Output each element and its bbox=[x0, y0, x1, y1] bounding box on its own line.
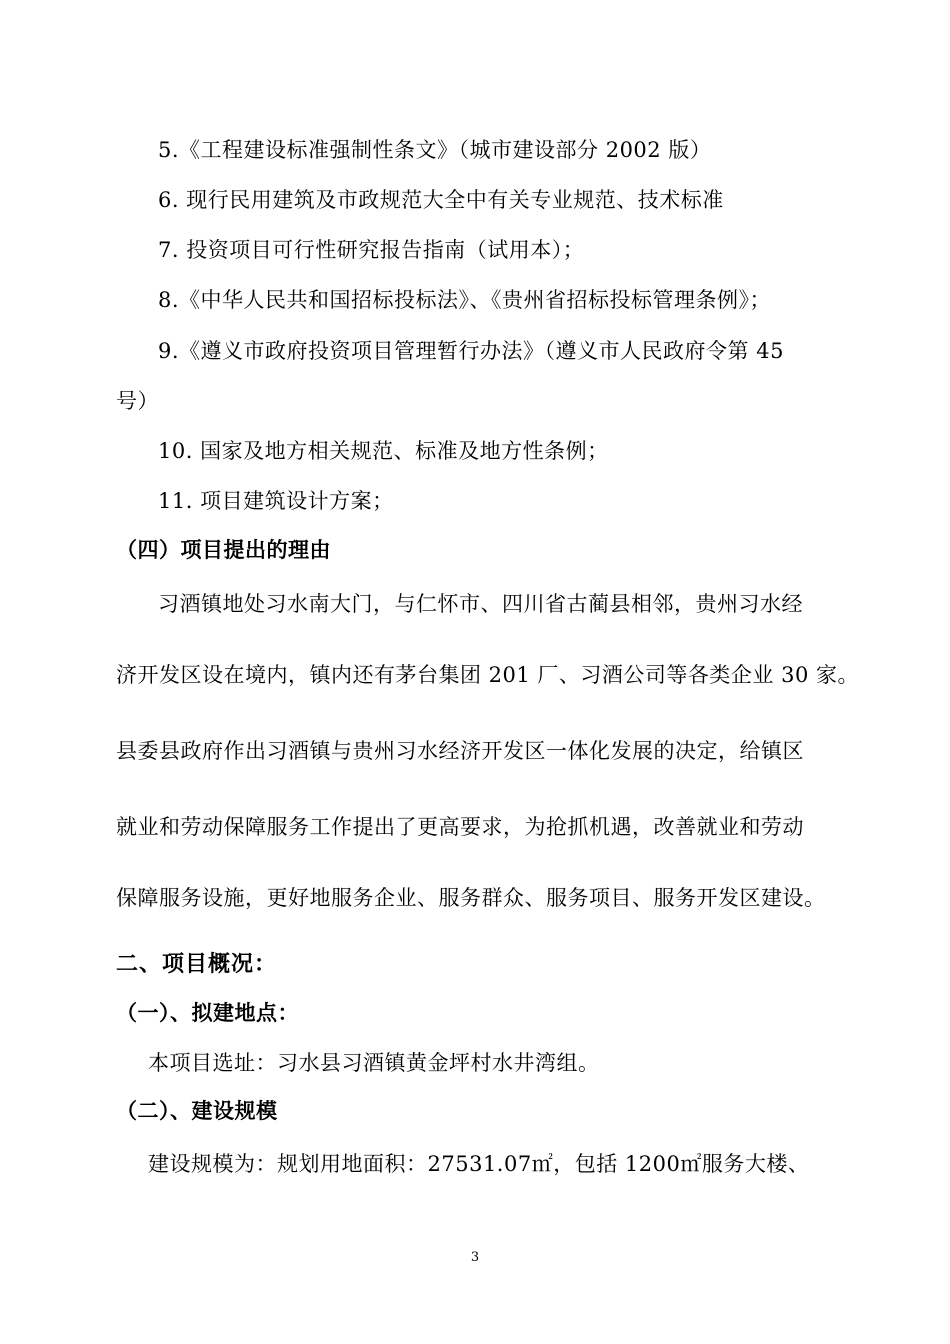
page-number: 3 bbox=[470, 1250, 480, 1265]
paragraph-line: 习酒镇地处习水南大门，与仁怀市、四川省古蔺县相邻，贵州习水经 bbox=[158, 592, 803, 616]
paragraph-line: 县委县政府作出习酒镇与贵州习水经济开发区一体化发展的决定，给镇区 bbox=[116, 739, 804, 763]
paragraph-line: 保障服务设施，更好地服务企业、服务群众、服务项目、服务开发区建设。 bbox=[116, 886, 826, 910]
list-item-5: 5.《工程建设标准强制性条文》（城市建设部分 2002 版） bbox=[158, 138, 712, 162]
subsection-heading-scale: （二）、建设规模 bbox=[116, 1098, 278, 1123]
list-item-9-continuation: 号） bbox=[116, 389, 159, 413]
chapter-heading-overview: 二、项目概况： bbox=[116, 951, 278, 977]
paragraph-line: 就业和劳动保障服务工作提出了更高要求，为抢抓机遇，改善就业和劳动 bbox=[116, 815, 804, 839]
list-item-7: 7. 投资项目可行性研究报告指南（试用本）； bbox=[158, 238, 585, 262]
section-heading-reasons: （四）项目提出的理由 bbox=[116, 537, 331, 562]
paragraph-line: 济开发区设在境内，镇内还有茅台集团 201 厂、习酒公司等各类企业 30 家。 bbox=[116, 663, 860, 687]
location-text: 本项目选址：习水县习酒镇黄金坪村水井湾组。 bbox=[148, 1051, 600, 1075]
list-item-8: 8.《中华人民共和国招标投标法》、《贵州省招标投标管理条例》； bbox=[158, 288, 772, 312]
subsection-heading-location: （一）、拟建地点： bbox=[116, 1000, 299, 1025]
list-item-9: 9.《遵义市政府投资项目管理暂行办法》（遵义市人民政府令第 45 bbox=[158, 339, 784, 363]
scale-text: 建设规模为：规划用地面积：27531.07㎡，包括 1200㎡服务大楼、 bbox=[148, 1152, 810, 1176]
list-item-11: 11. 项目建筑设计方案； bbox=[158, 489, 394, 513]
list-item-10: 10. 国家及地方相关规范、标准及地方性条例； bbox=[158, 439, 609, 463]
list-item-6: 6. 现行民用建筑及市政规范大全中有关专业规范、技术标准 bbox=[158, 188, 724, 212]
